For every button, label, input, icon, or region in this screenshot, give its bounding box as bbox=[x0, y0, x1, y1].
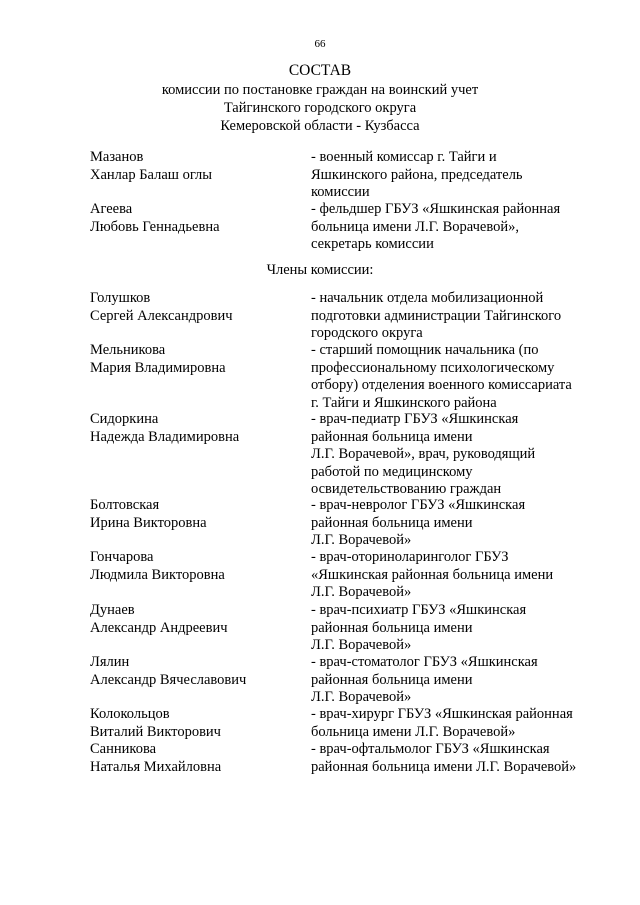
member-role: - фельдшер ГБУЗ «Яшкинская районная больница имени Л.Г. Ворачевой», секретарь комиссии bbox=[311, 201, 561, 252]
member-name: Сидоркина Надежда Владимировна bbox=[90, 411, 240, 445]
member-role: - врач-хирург ГБУЗ «Яшкинская районная больница имени Л.Г. Ворачевой» bbox=[311, 706, 573, 740]
document-title: СОСТАВ bbox=[288, 62, 352, 79]
member-name: Лялин Александр Вячеславович bbox=[90, 654, 247, 688]
member-role: - врач-невролог ГБУЗ «Яшкинская районная больница имени Л.Г. Ворачевой» bbox=[311, 497, 526, 548]
page-number: 66 bbox=[314, 38, 326, 50]
member-role: - врач-оториноларинголог ГБУЗ «Яшкинская районная больница имени Л.Г. Ворачевой» bbox=[311, 549, 554, 600]
member-name: Гончарова Людмила Викторовна bbox=[90, 549, 225, 583]
member-name: Агеева Любовь Геннадьевна bbox=[90, 201, 220, 235]
subtitle-line: Кемеровской области - Кузбасса bbox=[220, 118, 420, 134]
document-header bbox=[0, 61, 640, 135]
member-name: Болтовская Ирина Викторовна bbox=[90, 497, 207, 531]
member-name: Санникова Наталья Михайловна bbox=[90, 741, 222, 775]
member-role: - врач-стоматолог ГБУЗ «Яшкинская районная больница имени Л.Г. Ворачевой» bbox=[311, 654, 538, 705]
member-name: Колокольцов Виталий Викторович bbox=[90, 706, 221, 740]
member-role: - врач-педиатр ГБУЗ «Яшкинская районная больница имени Л.Г. Ворачевой», врач, руководящий работой по медицинскому освидетельствованию граждан bbox=[311, 411, 536, 497]
member-role: - врач-психиатр ГБУЗ «Яшкинская районная больница имени Л.Г. Ворачевой» bbox=[311, 602, 527, 653]
member-name: Голушков Сергей Александрович bbox=[90, 290, 233, 324]
member-role: - военный комиссар г. Тайги и Яшкинского района, председатель комиссии bbox=[311, 149, 523, 200]
members-heading: Члены комиссии: bbox=[266, 262, 374, 278]
member-role: - врач-офтальмолог ГБУЗ «Яшкинская районная больница имени Л.Г. Ворачевой» bbox=[311, 741, 577, 775]
subtitle-line: Тайгинского городского округа bbox=[223, 100, 417, 116]
member-role: - начальник отдела мобилизационной подготовки администрации Тайгинского городского округа bbox=[311, 290, 562, 341]
subtitle-line: комиссии по постановке граждан на воинский учет bbox=[161, 82, 479, 98]
member-name: Дунаев Александр Андреевич bbox=[90, 602, 228, 636]
member-name: Мазанов Ханлар Балаш оглы bbox=[90, 149, 213, 183]
member-role: - старший помощник начальника (по профессиональному психологическому отбору) отделения военного комиссариата г. Тайги и Яшкинского района bbox=[311, 342, 572, 411]
member-name: Мельникова Мария Владимировна bbox=[90, 342, 226, 376]
